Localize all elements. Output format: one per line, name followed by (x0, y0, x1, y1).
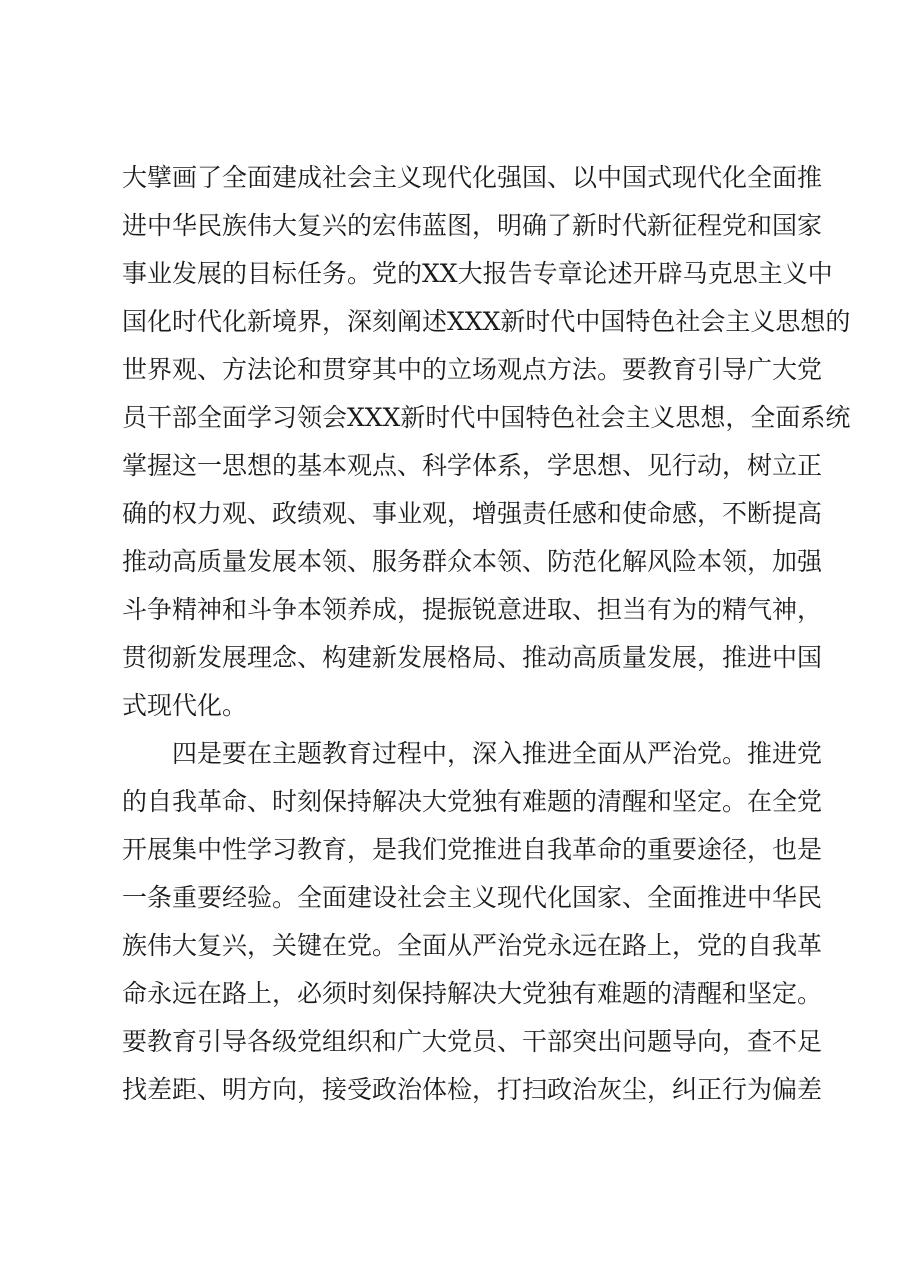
text-line: 事业发展的目标任务。党的XX大报告专章论述开辟马克思主义中 (122, 259, 833, 288)
text-line: 国化时代化新境界，深刻阐述XXX新时代中国特色社会主义思想的 (122, 307, 851, 336)
text-line: 开展集中性学习教育，是我们党推进自我革命的重要途径，也是 (122, 835, 823, 864)
text-line: 掌握这一思想的基本观点、科学体系，学思想、见行动，树立正 (122, 451, 823, 480)
text-line: 大擘画了全面建成社会主义现代化强国、以中国式现代化全面推 (122, 163, 823, 192)
text-line: 找差距、明方向，接受政治体检，打扫政治灰尘，纠正行为偏差 (122, 1075, 823, 1104)
text-line: 一条重要经验。全面建设社会主义现代化国家、全面推进中华民 (122, 883, 823, 912)
text-line: 的自我革命、时刻保持解决大党独有难题的清醒和坚定。在全党 (122, 787, 823, 816)
text-line: 斗争精神和斗争本领养成，提振锐意进取、担当有为的精气神， (122, 595, 823, 624)
text-line: 推动高质量发展本领、服务群众本领、防范化解风险本领，加强 (122, 547, 823, 576)
text-line: 员干部全面学习领会XXX新时代中国特色社会主义思想，全面系统 (122, 403, 851, 432)
text-line: 进中华民族伟大复兴的宏伟蓝图，明确了新时代新征程党和国家 (122, 211, 823, 240)
text-line: 命永远在路上，必须时刻保持解决大党独有难题的清醒和坚定。 (122, 979, 823, 1008)
text-line: 贯彻新发展理念、构建新发展格局、推动高质量发展，推进中国 (122, 643, 823, 672)
paragraph-first-line: 四是要在主题教育过程中，深入推进全面从严治党。推进党 (172, 739, 823, 768)
text-line: 世界观、方法论和贯穿其中的立场观点方法。要教育引导广大党 (122, 355, 823, 384)
text-line: 式现代化。 (122, 691, 248, 720)
text-line: 要教育引导各级党组织和广大党员、干部突出问题导向，查不足 (122, 1027, 823, 1056)
document-body (122, 154, 851, 1114)
text-line: 确的权力观、政绩观、事业观，增强责任感和使命感，不断提高 (122, 499, 823, 528)
text-line: 族伟大复兴，关键在党。全面从严治党永远在路上，党的自我革 (122, 931, 823, 960)
